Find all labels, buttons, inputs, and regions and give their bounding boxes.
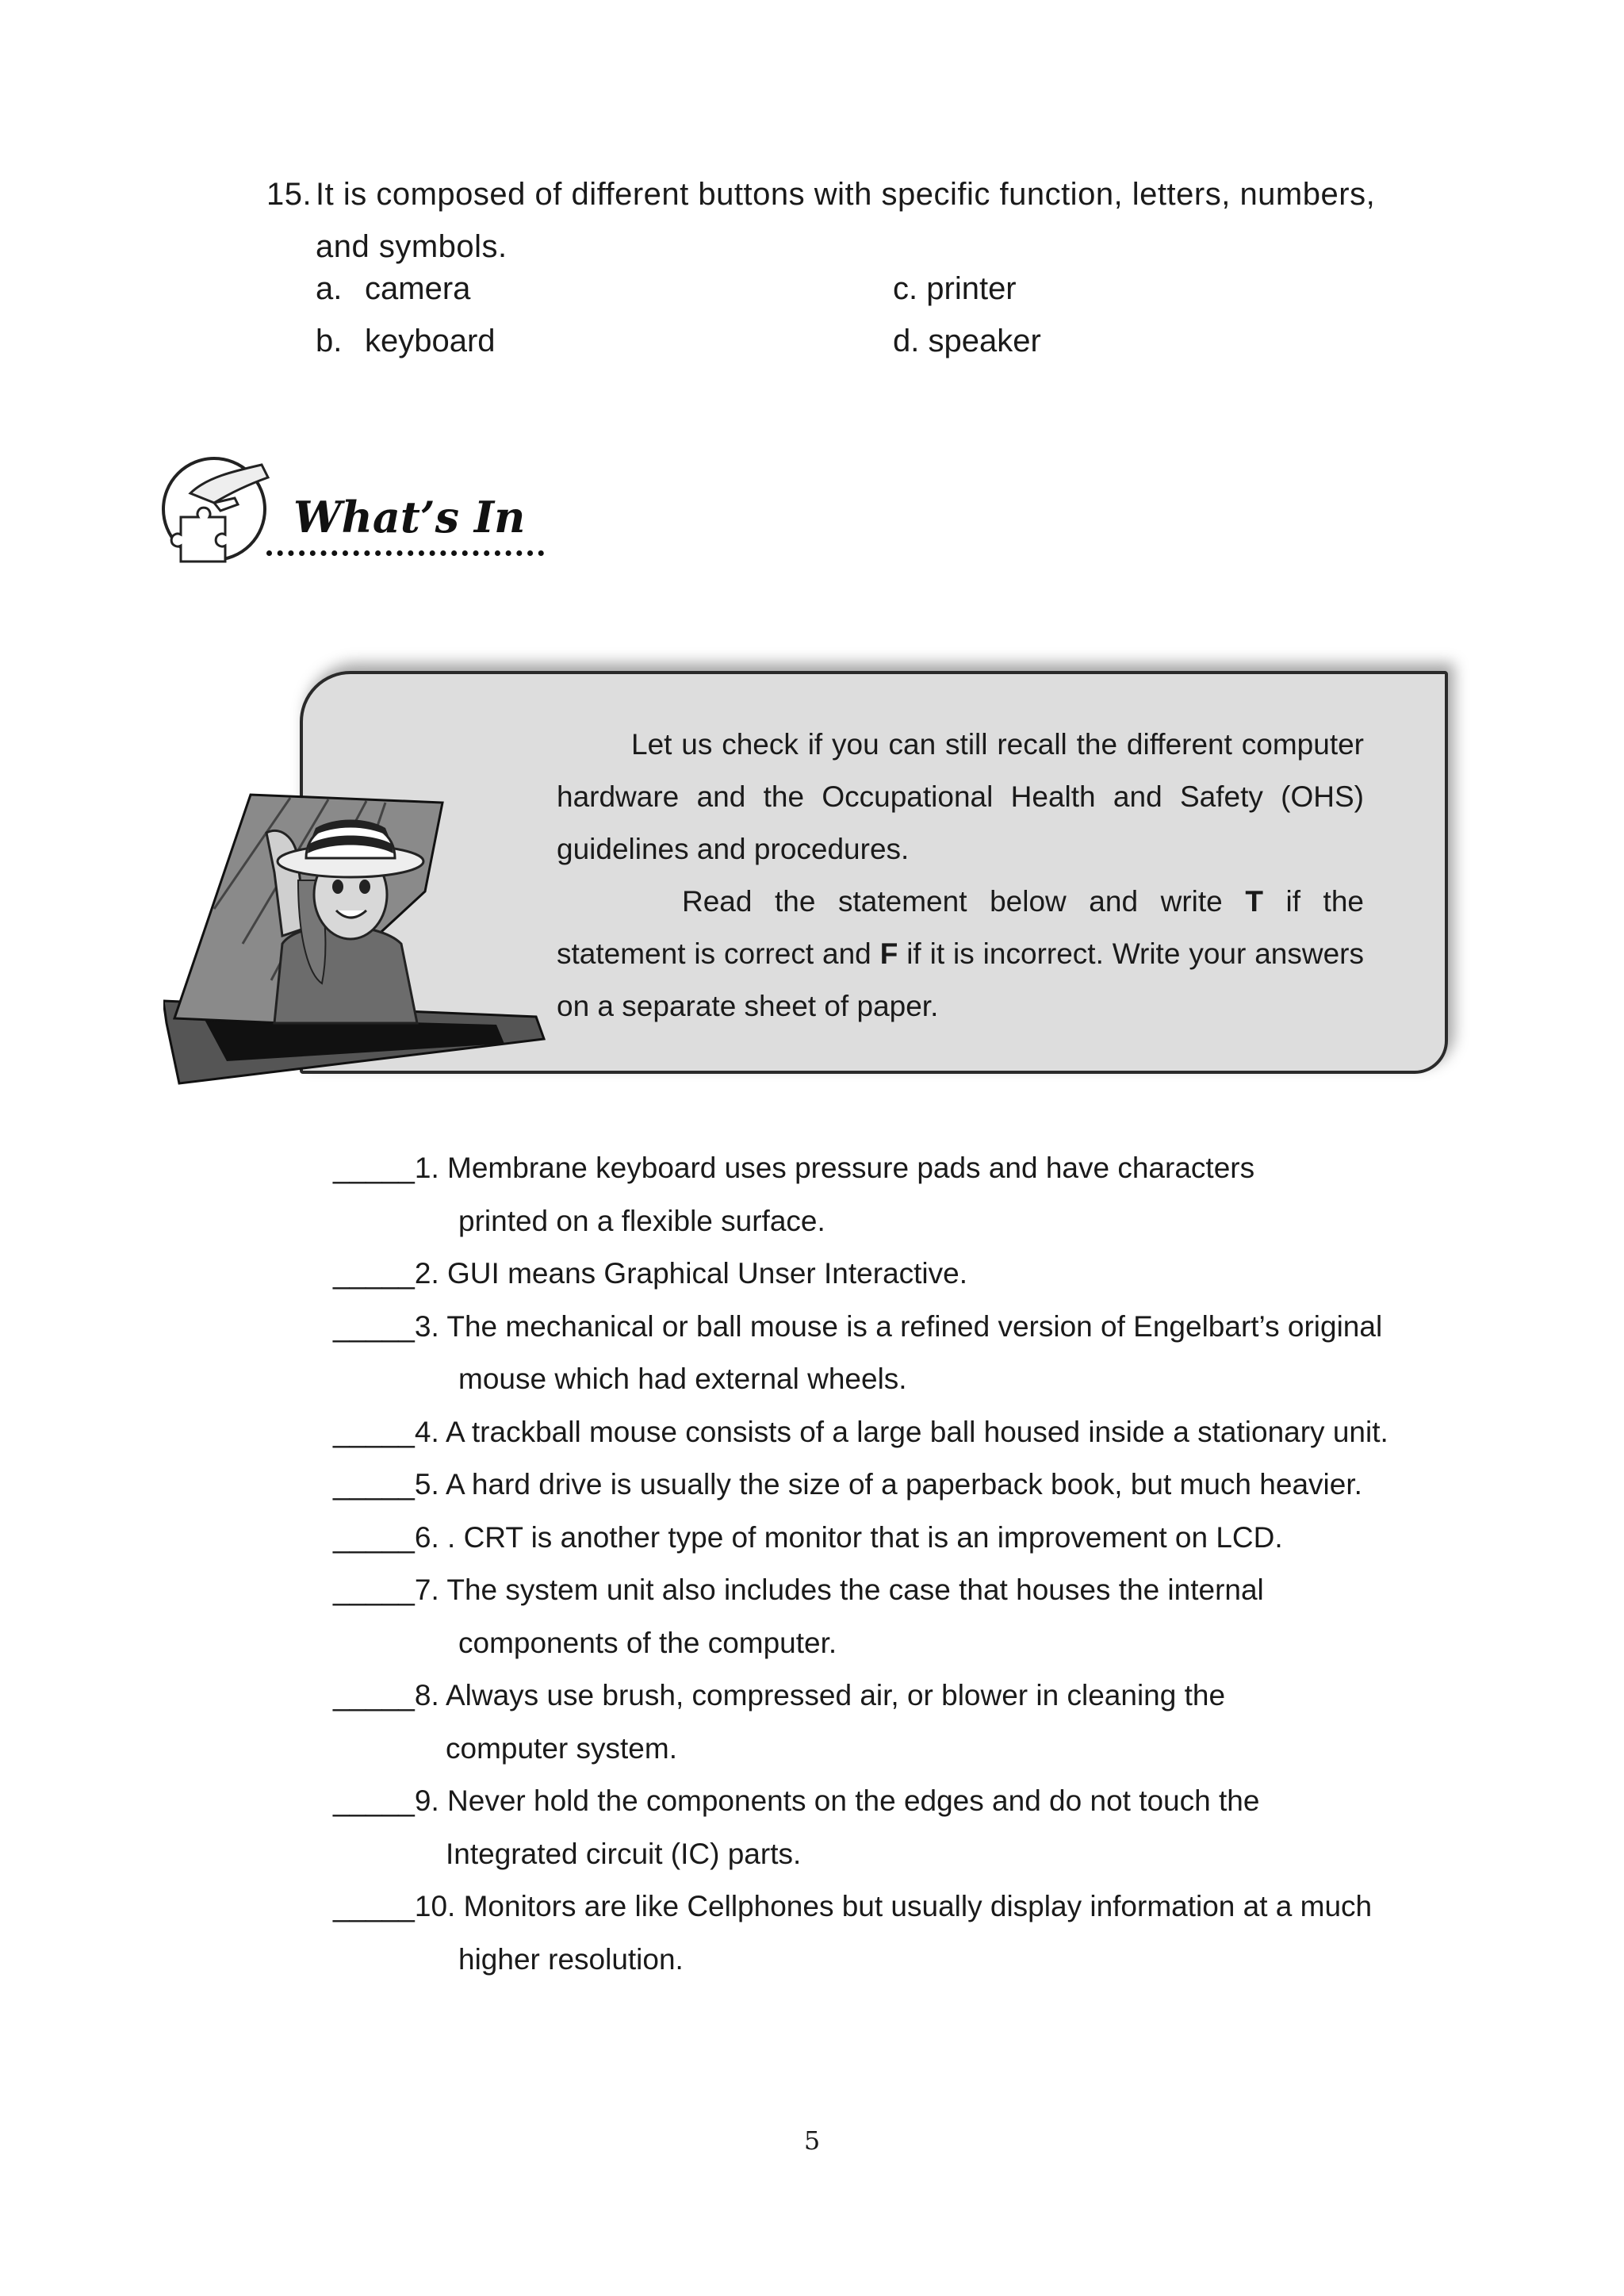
answer-blank[interactable]: _____ bbox=[333, 1415, 415, 1448]
false-letter: F bbox=[879, 937, 898, 970]
answer-blank[interactable]: _____ bbox=[333, 1520, 415, 1554]
answer-blank[interactable]: _____ bbox=[333, 1309, 415, 1343]
option-c: c. printer bbox=[893, 271, 1017, 306]
answer-blank[interactable]: _____ bbox=[333, 1890, 415, 1922]
true-letter: T bbox=[1245, 885, 1263, 918]
list-item: _____2. GUI means Graphical Unser Interactive. bbox=[333, 1248, 1443, 1301]
question-stem-line2: and symbols. bbox=[316, 229, 508, 264]
list-item: _____7. The system unit also includes the case that houses the internal components of the computer. bbox=[333, 1564, 1443, 1669]
option-b: b. keyboard bbox=[316, 324, 496, 358]
list-item: _____8. Always use brush, compressed air, or blower in cleaning the computer system. bbox=[333, 1669, 1443, 1775]
answer-blank[interactable]: _____ bbox=[333, 1573, 415, 1606]
answer-blank[interactable]: _____ bbox=[333, 1679, 415, 1711]
list-item: _____9. Never hold the components on the edges and do not touch the Integrated circuit (IC) parts. bbox=[333, 1775, 1443, 1880]
list-item: _____3. The mechanical or ball mouse is a refined version of Engelbart’s original mouse which had external wheels. bbox=[333, 1301, 1443, 1406]
girl-in-hatch-illustration bbox=[163, 785, 552, 1087]
option-a: a. camera bbox=[316, 271, 471, 306]
list-item: _____6. . CRT is another type of monitor that is an improvement on LCD. bbox=[333, 1512, 1443, 1565]
true-false-list bbox=[333, 1142, 1443, 1986]
list-item: _____10. Monitors are like Cellphones but usually display information at a much higher resolution. bbox=[333, 1880, 1443, 1986]
section-title: What’s In bbox=[293, 492, 526, 542]
instruction-paragraph-2: Read the statement below and write T if the statement is correct and F if it is incorrect. Write your answers on a separate sheet of paper. bbox=[557, 885, 1364, 1022]
option-d: d. speaker bbox=[893, 324, 1041, 358]
list-item: _____1. Membrane keyboard uses pressure pads and have characters printed on a flexible surface. bbox=[333, 1142, 1443, 1248]
answer-blank[interactable]: _____ bbox=[333, 1152, 415, 1184]
question-15-stem bbox=[266, 168, 1432, 273]
instruction-text bbox=[557, 719, 1364, 1033]
answer-blank[interactable]: _____ bbox=[333, 1468, 415, 1501]
title-underline-dots bbox=[266, 542, 544, 556]
answer-blank[interactable]: _____ bbox=[333, 1257, 415, 1290]
question-stem-line1: It is composed of different buttons with specific function, letters, numbers, bbox=[316, 177, 1376, 212]
answer-blank[interactable]: _____ bbox=[333, 1784, 415, 1817]
instruction-paragraph-1: Let us check if you can still recall the different computer hardware and the Occupational Health and Safety (OHS) guidelines and procedures. bbox=[557, 728, 1364, 865]
question-number: 15. bbox=[266, 177, 312, 212]
list-item: _____4. A trackball mouse consists of a large ball housed inside a stationary unit. bbox=[333, 1406, 1443, 1459]
hand-puzzle-icon bbox=[159, 454, 278, 571]
list-item: _____5. A hard drive is usually the size of a paperback book, but much heavier. bbox=[333, 1458, 1443, 1512]
page-number: 5 bbox=[803, 2125, 821, 2156]
